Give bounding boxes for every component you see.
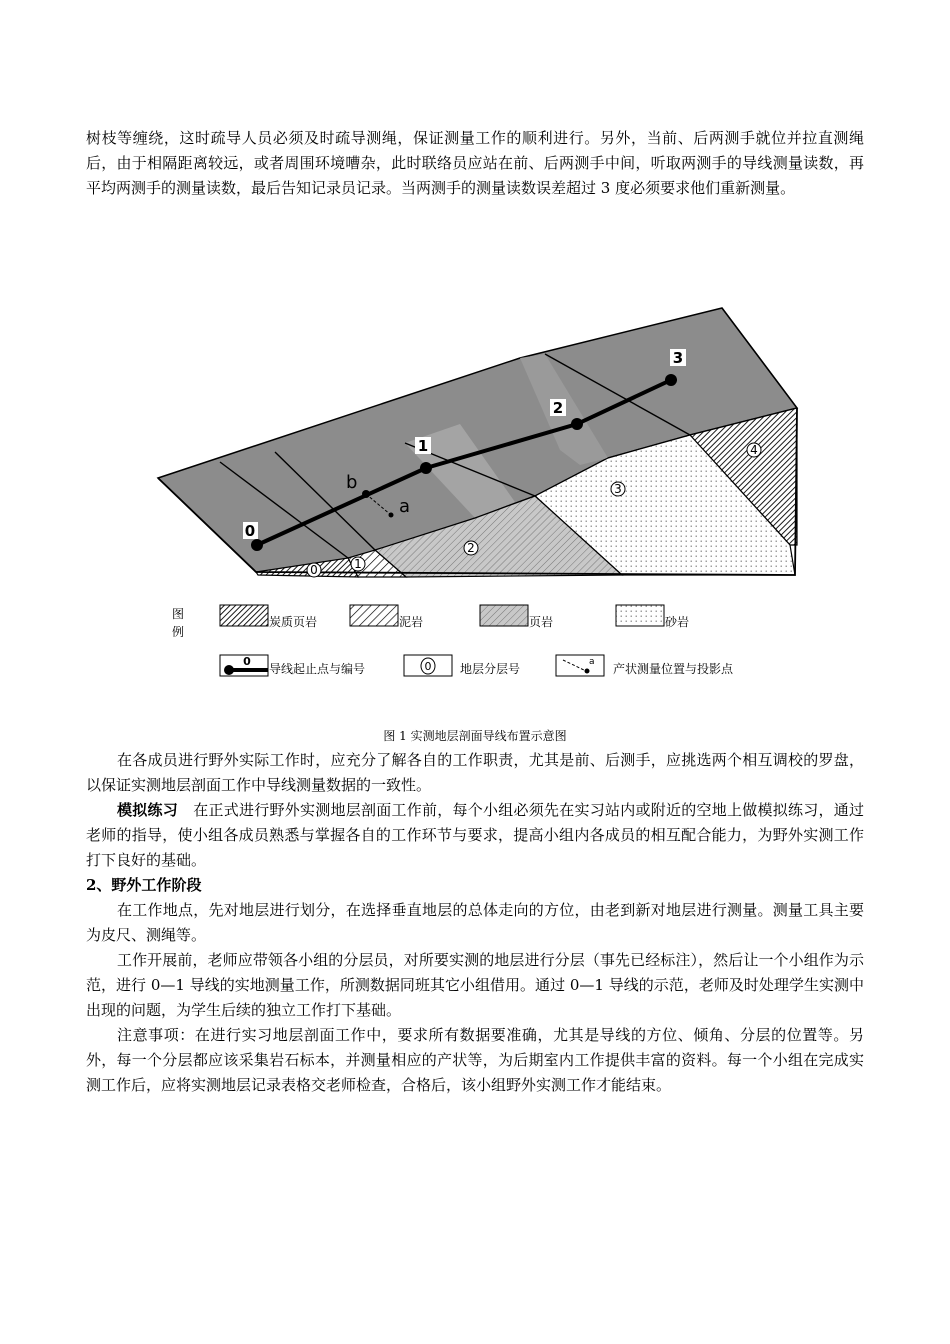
traverse-point-1 bbox=[420, 462, 432, 474]
legend bbox=[172, 605, 734, 676]
legend-layer-no-icon-label: 0 bbox=[424, 660, 432, 673]
legend-coal-shale: 炭质页岩 bbox=[269, 615, 318, 629]
label-point-b: b bbox=[346, 472, 358, 493]
legend-title-1: 图 bbox=[172, 607, 185, 621]
paragraph-2: 在各成员进行野外实际工作时，应充分了解各自的工作职责，尤其是前、后测手，应挑选两个相互调校的罗盘，以保证实测地层剖面工作中导线测量数据的一致性。 bbox=[86, 751, 864, 794]
legend-swatch-attitude bbox=[556, 655, 604, 676]
legend-traverse-icon-label: 0 bbox=[243, 655, 251, 668]
attitude-point-b bbox=[362, 490, 370, 498]
paragraph-6: 注意事项：在进行实习地层剖面工作中，要求所有数据要准确，尤其是导线的方位、倾角、分层的位置等。另外，每一个分层都应该采集岩石标本，并测量相应的产状等，为后期室内工作提供丰富的资料。每一个小组在完成实测工作后，应将实测地层记录表格交老师检查，合格后，该小组野外实测工作才能结束。 bbox=[86, 1026, 864, 1094]
stratigraphic-section-figure bbox=[150, 300, 810, 690]
paragraph-3-spacer bbox=[178, 801, 193, 819]
legend-swatch-shale bbox=[480, 605, 528, 626]
traverse-point-3 bbox=[665, 374, 677, 386]
figure-caption: 图 1 实测地层剖面导线布置示意图 bbox=[383, 729, 567, 743]
legend-attitude-point-icon bbox=[585, 669, 590, 674]
paragraph-1: 树枝等缠绕，这时疏导人员必须及时疏导测绳，保证测量工作的顺利进行。另外，当前、后两测手就位并拉直测绳后，由于相隔距离较远，或者周围环境嘈杂，此时联络员应站在前、后两测手中间，听取两测手的导线测量读数，再平均两测手的测量读数，最后告知记录员记录。当两测手的测量读数误差超过 3 度必须要求他们重新测量。 bbox=[86, 129, 864, 197]
legend-attitude: 产状测量位置与投影点 bbox=[613, 662, 734, 676]
section-heading-2: 2、野外工作阶段 bbox=[86, 876, 202, 894]
layer-0-label: 0 bbox=[310, 563, 318, 577]
layer-2-label: 2 bbox=[467, 541, 475, 555]
legend-sandstone: 砂岩 bbox=[665, 615, 690, 629]
label-point-1: 1 bbox=[417, 437, 429, 455]
traverse-point-2 bbox=[571, 418, 583, 430]
legend-traverse: 导线起止点与编号 bbox=[269, 662, 366, 676]
legend-shale: 页岩 bbox=[529, 615, 554, 629]
legend-layer-no: 地层分层号 bbox=[460, 662, 521, 676]
label-point-2: 2 bbox=[552, 399, 564, 417]
legend-swatch-sandstone bbox=[616, 605, 664, 626]
traverse-point-0 bbox=[251, 539, 263, 551]
paragraph-3 bbox=[86, 798, 864, 873]
legend-swatch-coal-shale bbox=[220, 605, 268, 626]
layer-4-label: 4 bbox=[750, 443, 758, 457]
label-point-a: a bbox=[399, 496, 411, 517]
legend-traverse-point-icon bbox=[224, 665, 234, 675]
layer-3-label: 3 bbox=[614, 482, 622, 496]
paragraph-4: 在工作地点，先对地层进行划分，在选择垂直地层的总体走向的方位，由老到新对地层进行测量。测量工具主要为皮尺、测绳等。 bbox=[86, 901, 864, 944]
paragraph-3-body: 在正式进行野外实测地层剖面工作前，每个小组必须先在实习站内或附近的空地上做模拟练习，通过老师的指导，使小组各成员熟悉与掌握各自的工作环节与要求，提高小组内各成员的相互配合能力，为野外实测工作打下良好的基础。 bbox=[86, 801, 864, 869]
paragraph-3-lead: 模拟练习 bbox=[117, 801, 178, 819]
label-point-3: 3 bbox=[672, 349, 684, 367]
paragraph-5: 工作开展前，老师应带领各小组的分层员，对所要实测的地层进行分层（事先已经标注），然后让一个小组作为示范，进行 0—1 导线的实地测量工作，所测数据同班其它小组借用。通过 0—1 导线的示范，老师及时处理学生实测中出现的问题，为学生后续的独立工作打下基础。 bbox=[86, 951, 864, 1019]
label-point-0: 0 bbox=[244, 522, 256, 540]
layer-1-label: 1 bbox=[354, 557, 362, 571]
attitude-point-a bbox=[389, 513, 394, 518]
legend-attitude-icon-label: a bbox=[589, 657, 595, 667]
legend-swatch-mudstone bbox=[350, 605, 398, 626]
legend-title-2: 例 bbox=[172, 625, 185, 639]
legend-mudstone: 泥岩 bbox=[399, 615, 424, 629]
